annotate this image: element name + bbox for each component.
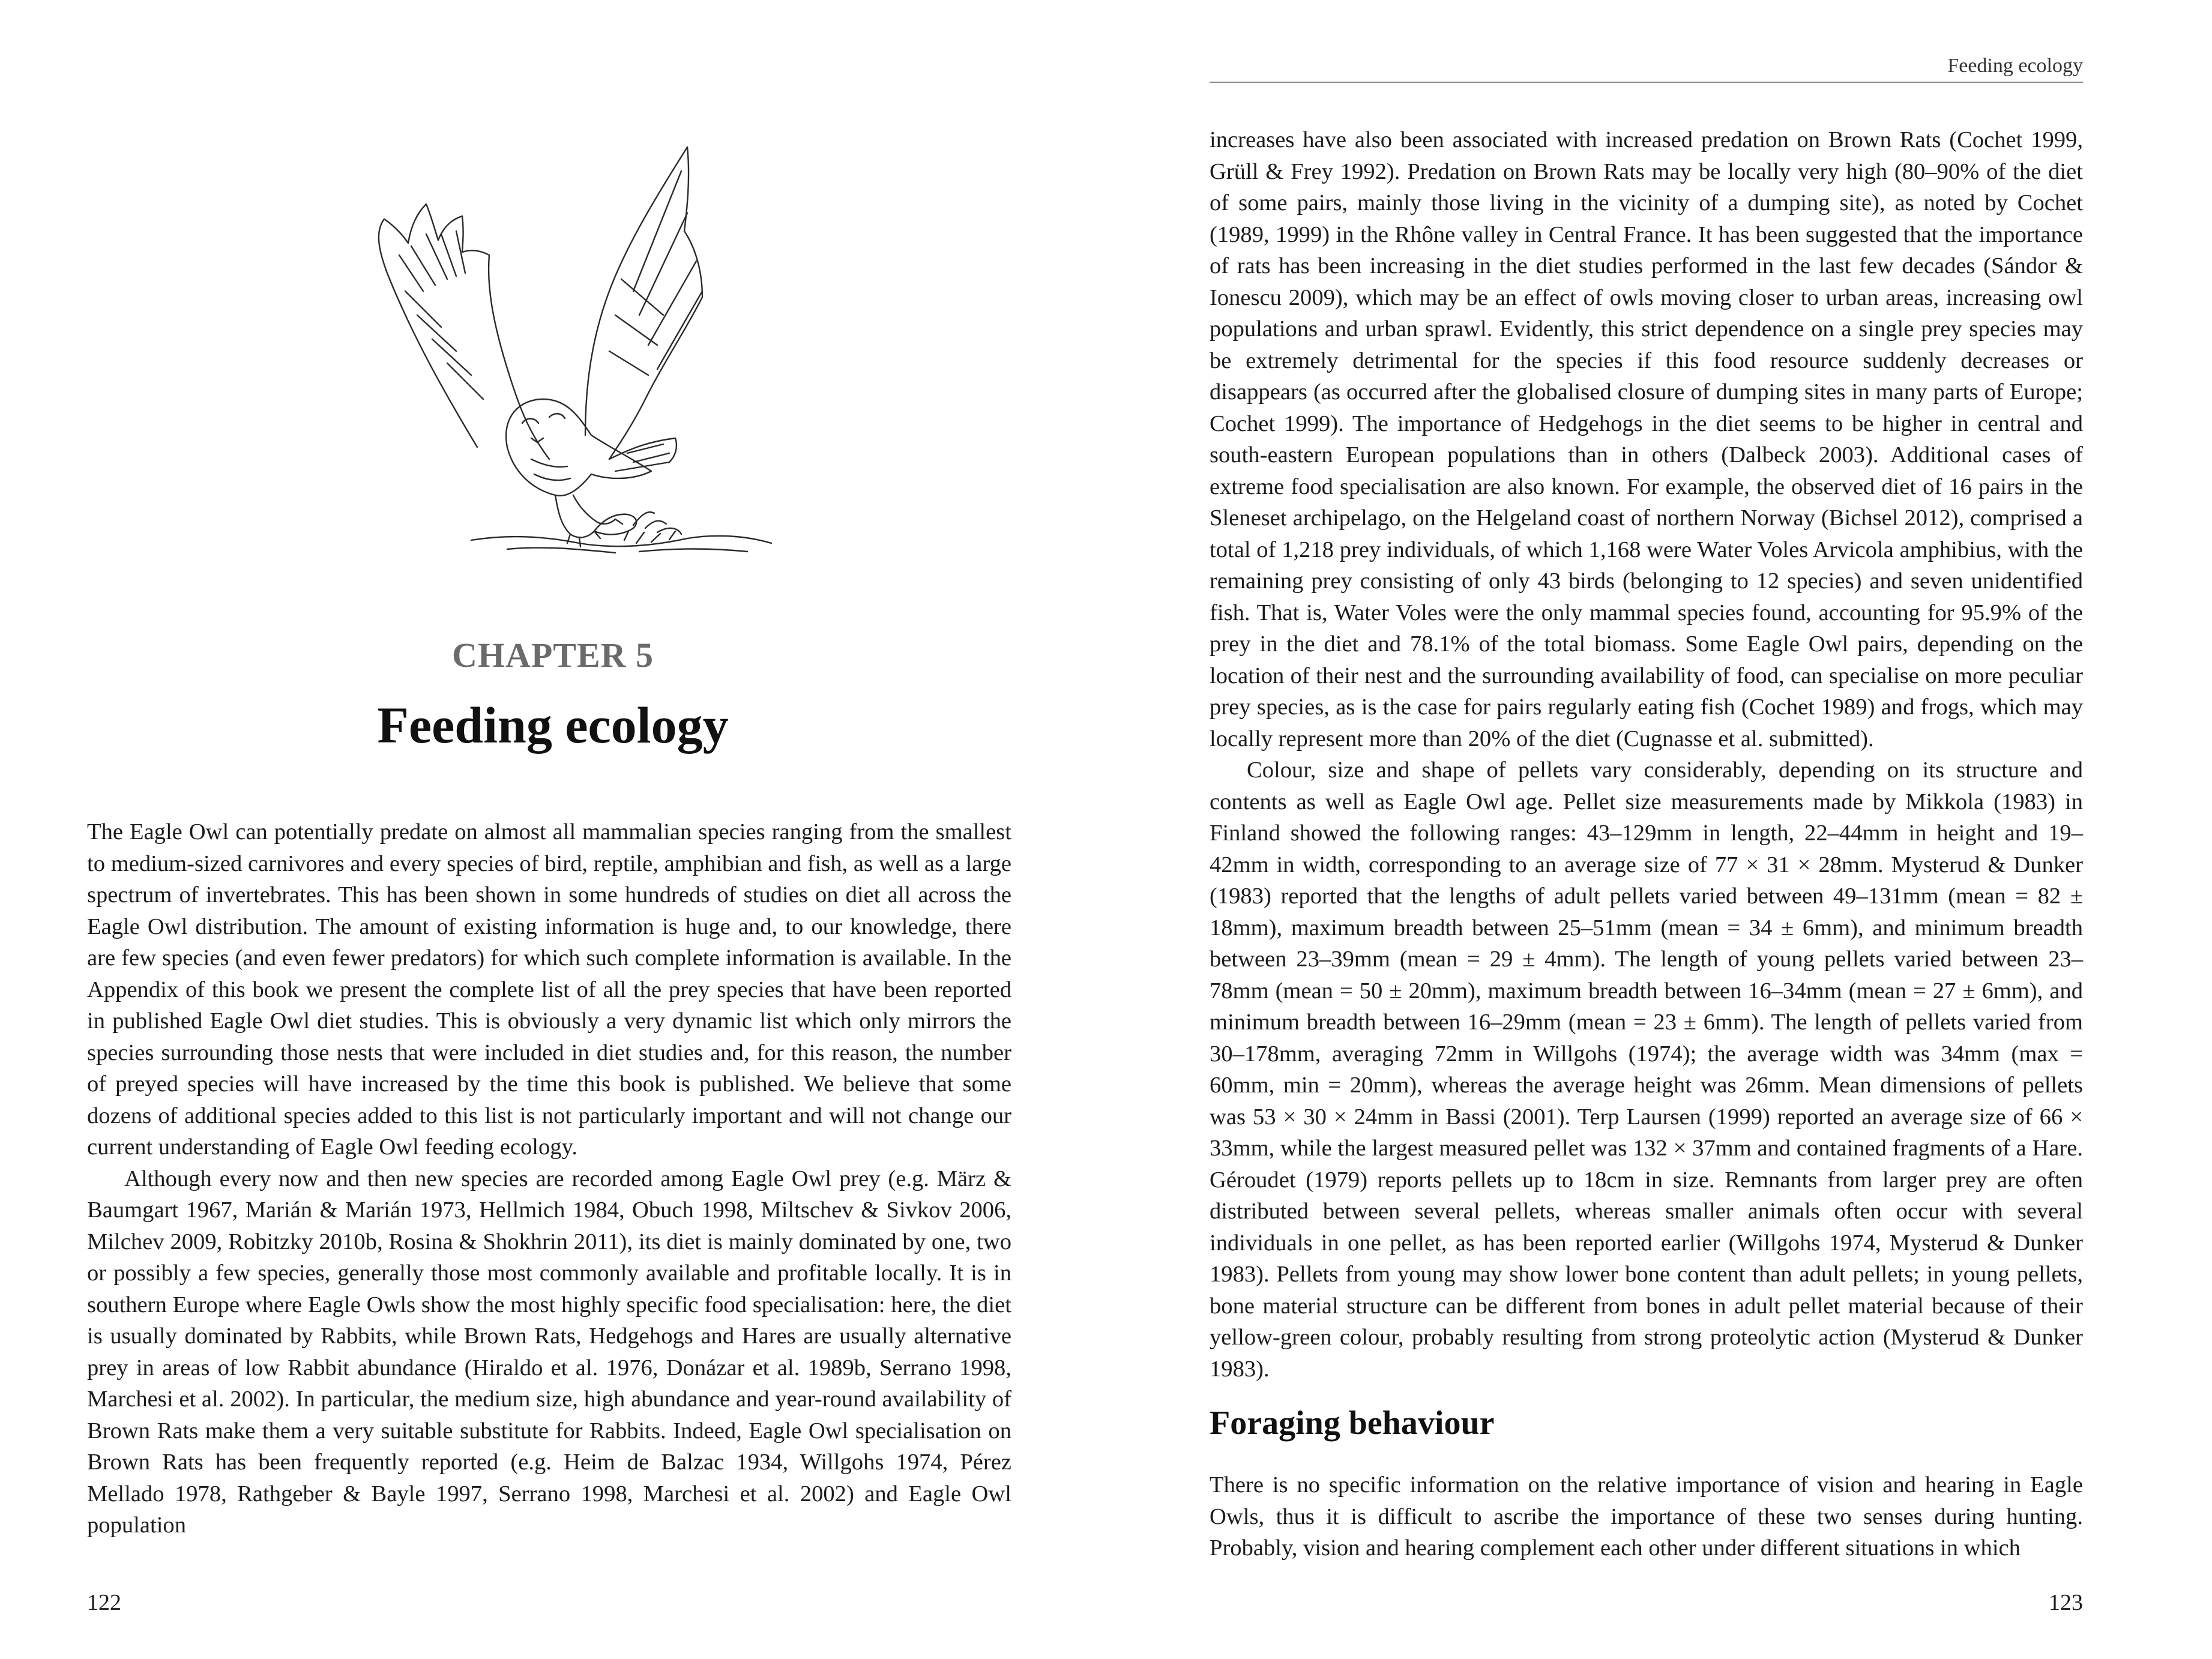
page-number-left: 122 bbox=[87, 1590, 121, 1615]
right-paragraph-2: Colour, size and shape of pellets vary considerably, depending on its structure and contents as well as Eagle Owl age. Pellet size measurements made by Mikkola (1983) in Finland showed the following ranges: 43–129mm in length, 22–44mm in height and 19–42mm in width, corresponding to an average size of 77 × 31 × 28mm. Mysterud & Dunker (1983) reported that the lengths of adult pellets varied between 49–131mm (mean = 82 ± 18mm), maximum breadth between 25–51mm (mean = 34 ± 6mm), and minimum breadth between 23–39mm (mean = 29 ± 4mm). The length of young pellets varied between 23–78mm (mean = 50 ± 20mm), maximum breadth between 16–34mm (mean = 27 ± 6mm), and minimum breadth between 16–29mm (mean = 23 ± 6mm). The length of pellets varied from 30–178mm, averaging 72mm in Willgohs (1974); the average width was 34mm (max = 60mm, min = 20mm), whereas the average height was 26mm. Mean dimensions of pellets was 53 × 30 × 24mm in Bassi (2001). Terp Laursen (1999) reported an average size of 66 × 33mm, while the largest measured pellet was 132 × 37mm and contained fragments of a Hare. Géroudet (1979) reports pellets up to 18cm in size. Remnants from larger prey are often distributed between several pellets, whereas smaller animals often occur with several individuals in one pellet, as has been reported earlier (Willgohs 1974, Mysterud & Dunker 1983). Pellets from young may show lower bone content than adult pellets; in young pellets, bone material structure can be different from bones in adult pellet material because of their yellow-green colour, probably resulting from strong proteolytic action (Mysterud & Dunker 1983). bbox=[1210, 757, 2083, 1382]
left-paragraph-2: Although every now and then new species are recorded among Eagle Owl prey (e.g. März & Baumgart 1967, Marián & Marián 1973, Hellmich 1984, Obuch 1998, Miltschev & Sivkov 2006, Milchev 2009, Robitzky 2010b, Rosina & Shokhrin 2011), its diet is mainly dominated by one, two or possibly a few species, generally those most commonly available and profitable locally. It is in southern Europe where Eagle Owls show the most highly specific food specialisation: here, the diet is usually dominated by Rabbits, while Brown Rats, Hedgehogs and Hares are usually alternative prey in areas of low Rabbit abundance (Hiraldo et al. 1976, Donázar et al. 1989b, Serrano 1998, Marchesi et al. 2002). In particular, the medium size, high abundance and year-round availability of Brown Rats make them a very suitable substitute for Rabbits. Indeed, Eagle Owl specialisation on Brown Rats has been frequently reported (e.g. Heim de Balzac 1934, Willgohs 1974, Pérez Mellado 1978, Rathgeber & Bayle 1997, Serrano 1998, Marchesi et al. 2002) and Eagle Owl population bbox=[87, 1166, 1011, 1538]
running-head-text: Feeding ecology bbox=[1947, 55, 2083, 77]
section-paragraph-1: There is no specific information on the relative importance of vision and hearing in Eagle Owls, thus it is difficult to ascribe the importance of these two senses during hunting. Probably, vision and hearing complement each other under different situations in which bbox=[1210, 1472, 2083, 1561]
right-page bbox=[1106, 0, 2212, 1659]
running-head bbox=[1210, 54, 2083, 83]
right-body-text bbox=[1210, 124, 2083, 1385]
chapter-title: Feeding ecology bbox=[377, 696, 729, 754]
left-body-text bbox=[87, 816, 1011, 1541]
chapter-label: CHAPTER 5 bbox=[451, 636, 654, 675]
right-paragraph-1: increases have also been associated with increased predation on Brown Rats (Cochet 1999, Grüll & Frey 1992). Predation on Brown Rats may be locally very high (80–90% of the diet of some pairs, mainly those living in the vicinity of a dumping site), as noted by Cochet (1989, 1999) in the Rhône valley in Central France. It has been suggested that the importance of rats has been increasing in the diet studies performed in the last few decades (Sándor & Ionescu 2009), which may be an effect of owls moving closer to urban areas, increasing owl populations and urban sprawl. Evidently, this strict dependence on a single prey species may be extremely detrimental for the species if this food resource suddenly decreases or disappears (as occurred after the globalised closure of dumping sites in many parts of Europe; Cochet 1999). The importance of Hedgehogs in the diet seems to be higher in central and south-eastern European populations than in others (Dalbeck 2003). Additional cases of extreme food specialisation are also known. For example, the observed diet of 16 pairs in the Sleneset archipelago, on the Helgeland coast of northern Norway (Bichsel 2012), comprised a total of 1,218 prey individuals, of which 1,168 were Water Voles Arvicola amphibius, with the remaining prey consisting of only 43 birds (belonging to 12 species) and seven unidentified fish. That is, Water Voles were the only mammal species found, accounting for 95.9% of the prey in the diet and 78.1% of the total biomass. Some Eagle Owl pairs, depending on the location of their nest and the surrounding availability of food, can specialise on more peculiar prey species, as is the case for pairs regularly eating fish (Cochet 1989) and frogs, which may locally represent more than 20% of the diet (Cugnasse et al. submitted). bbox=[1210, 127, 2083, 751]
section-body-text bbox=[1210, 1469, 2083, 1564]
section-heading: Foraging behaviour bbox=[1210, 1405, 1495, 1442]
page-number-right: 123 bbox=[2049, 1590, 2083, 1615]
left-paragraph-1: The Eagle Owl can potentially predate on almost all mammalian species ranging from the smallest to medium-sized carnivores and every species of bird, reptile, amphibian and fish, as well as a large spectrum of invertebrates. This has been shown in some hundreds of studies on diet all across the Eagle Owl distribution. The amount of existing information is huge and, to our knowledge, there are few species (and even fewer predators) for which such complete information is available. In the Appendix of this book we present the complete list of all the prey species that have been reported in published Eagle Owl diet studies. This is obviously a very dynamic list which only mirrors the species surrounding those nests that were included in diet studies and, for this reason, the number of preyed species will have increased by the time this book is published. We believe that some dozens of additional species added to this list is not particularly important and will not change our current understanding of Eagle Owl feeding ecology. bbox=[87, 819, 1011, 1160]
eagle-owl-illustration bbox=[351, 135, 783, 555]
